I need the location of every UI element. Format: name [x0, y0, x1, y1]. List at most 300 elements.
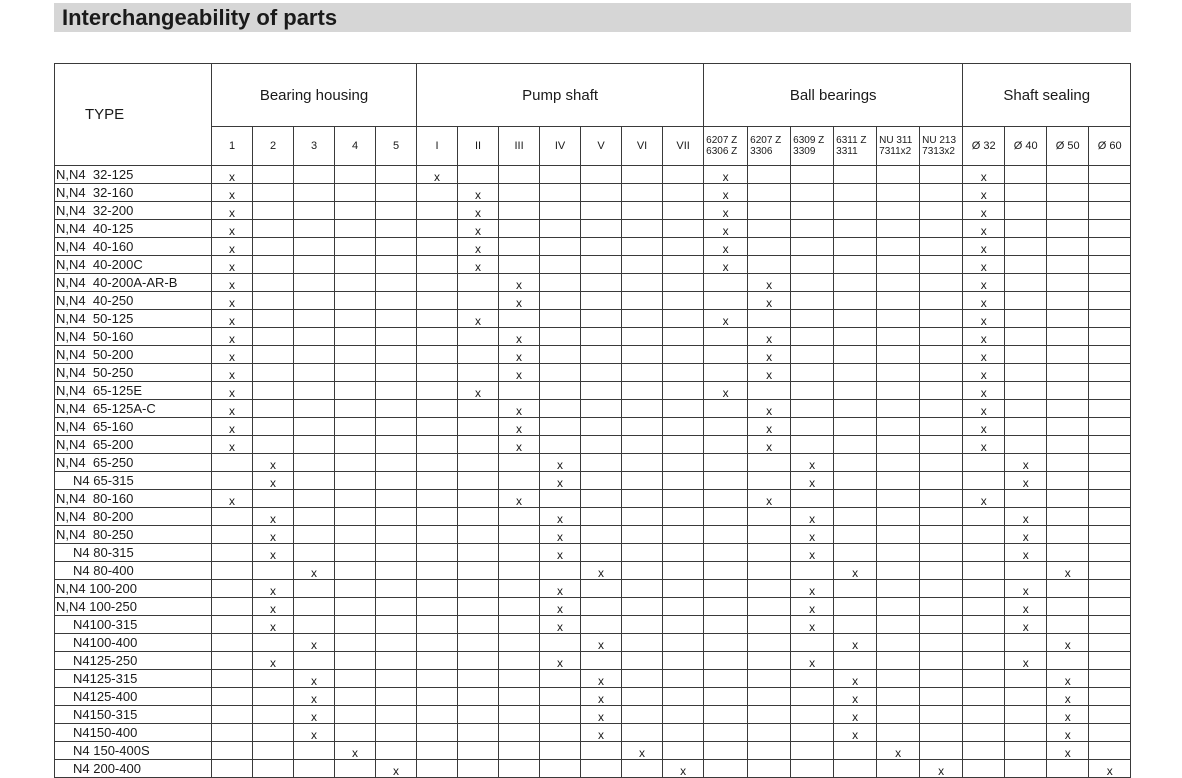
cell-bb	[877, 562, 920, 580]
cell-bb	[748, 184, 791, 202]
cell-bb	[704, 490, 748, 508]
cell-ps	[499, 580, 540, 598]
group-header-ps: Pump shaft	[417, 64, 704, 127]
cell-ps	[540, 724, 581, 742]
mark-bb: x	[791, 580, 834, 598]
cell-bb	[834, 436, 877, 454]
mark-bb: x	[791, 652, 834, 670]
cell-ss	[1005, 382, 1047, 400]
cell-bh	[376, 184, 417, 202]
cell-bb	[834, 742, 877, 760]
cell-ps	[499, 688, 540, 706]
cell-ss	[1005, 184, 1047, 202]
cell-ps	[622, 436, 663, 454]
mark-bb: x	[791, 598, 834, 616]
mark-ss: x	[963, 220, 1005, 238]
mark-bh: x	[212, 238, 253, 256]
cell-bh	[376, 292, 417, 310]
cell-ps	[458, 724, 499, 742]
cell-ps	[581, 616, 622, 634]
cell-ps	[540, 562, 581, 580]
title-bar	[54, 3, 1131, 32]
cell-bb	[877, 166, 920, 184]
cell-ps	[499, 382, 540, 400]
cell-ss	[1005, 400, 1047, 418]
mark-ps: x	[499, 328, 540, 346]
cell-ss	[963, 598, 1005, 616]
cell-bb	[791, 706, 834, 724]
cell-bb	[834, 580, 877, 598]
cell-bb	[748, 202, 791, 220]
mark-bb: x	[877, 742, 920, 760]
cell-bb	[920, 238, 963, 256]
cell-ps	[499, 598, 540, 616]
cell-bh	[212, 508, 253, 526]
cell-ps	[499, 310, 540, 328]
cell-ps	[417, 580, 458, 598]
subheader-bb-1: 6207 Z 6306 Z	[704, 127, 748, 166]
cell-ps	[663, 436, 704, 454]
cell-ps	[663, 508, 704, 526]
cell-ps	[417, 220, 458, 238]
cell-ps	[417, 742, 458, 760]
cell-bb	[877, 526, 920, 544]
cell-bb	[748, 724, 791, 742]
cell-ps	[540, 742, 581, 760]
subheader-ps-4: IV	[540, 127, 581, 166]
cell-bh	[294, 454, 335, 472]
cell-bb	[877, 706, 920, 724]
cell-bh	[376, 508, 417, 526]
mark-ps: x	[499, 346, 540, 364]
cell-bh	[376, 526, 417, 544]
cell-bb	[748, 670, 791, 688]
type-cell: N4 65-315	[55, 472, 212, 490]
mark-bh: x	[253, 526, 294, 544]
cell-bb	[791, 238, 834, 256]
cell-ss	[1089, 292, 1131, 310]
cell-bh	[212, 634, 253, 652]
cell-bb	[877, 292, 920, 310]
cell-bb	[748, 652, 791, 670]
mark-ps: x	[581, 706, 622, 724]
interchangeability-table	[54, 63, 1131, 778]
cell-ss	[1005, 688, 1047, 706]
mark-bb: x	[791, 526, 834, 544]
mark-bb: x	[748, 346, 791, 364]
type-cell: N,N4 32-200	[55, 202, 212, 220]
type-cell: N,N4 65-160	[55, 418, 212, 436]
subheader-bb-6: NU 213 7313x2	[920, 127, 963, 166]
cell-ss	[1089, 526, 1131, 544]
mark-ss: x	[1005, 616, 1047, 634]
mark-bb: x	[791, 616, 834, 634]
cell-ss	[963, 742, 1005, 760]
type-cell: N,N4 80-200	[55, 508, 212, 526]
cell-bb	[877, 220, 920, 238]
cell-ps	[417, 562, 458, 580]
type-cell: N,N4 80-160	[55, 490, 212, 508]
subheader-ss-2: Ø 40	[1005, 127, 1047, 166]
cell-bh	[335, 328, 376, 346]
cell-bb	[748, 220, 791, 238]
cell-ps	[417, 382, 458, 400]
cell-bb	[834, 652, 877, 670]
mark-bh: x	[212, 256, 253, 274]
table-row	[55, 274, 1131, 292]
cell-ss	[963, 472, 1005, 490]
mark-bb: x	[704, 238, 748, 256]
cell-ps	[622, 706, 663, 724]
cell-ps	[663, 310, 704, 328]
table-row	[55, 364, 1131, 382]
group-header-bb: Ball bearings	[704, 64, 963, 127]
mark-ss: x	[963, 346, 1005, 364]
cell-bb	[834, 490, 877, 508]
subheader-ps-6: VI	[622, 127, 663, 166]
cell-bb	[920, 184, 963, 202]
table-row	[55, 328, 1131, 346]
cell-bb	[920, 472, 963, 490]
cell-bb	[791, 400, 834, 418]
cell-ss	[1047, 616, 1089, 634]
mark-bb: x	[834, 670, 877, 688]
cell-ps	[663, 364, 704, 382]
cell-ss	[1047, 580, 1089, 598]
mark-ps: x	[540, 544, 581, 562]
cell-ss	[1047, 508, 1089, 526]
cell-bb	[877, 346, 920, 364]
cell-ps	[581, 274, 622, 292]
cell-ps	[581, 328, 622, 346]
cell-bh	[253, 670, 294, 688]
type-cell: N,N4 32-125	[55, 166, 212, 184]
cell-ps	[581, 436, 622, 454]
cell-ps	[622, 634, 663, 652]
cell-bh	[294, 184, 335, 202]
cell-ss	[1005, 742, 1047, 760]
cell-bh	[335, 346, 376, 364]
cell-ps	[458, 634, 499, 652]
cell-bb	[704, 616, 748, 634]
type-cell: N,N4 50-200	[55, 346, 212, 364]
cell-ps	[663, 202, 704, 220]
cell-bb	[920, 328, 963, 346]
cell-bb	[791, 220, 834, 238]
mark-ss: x	[1089, 760, 1131, 778]
cell-ps	[417, 256, 458, 274]
cell-bh	[335, 256, 376, 274]
cell-ps	[417, 598, 458, 616]
cell-ps	[540, 202, 581, 220]
cell-bb	[748, 238, 791, 256]
mark-bh: x	[253, 472, 294, 490]
table-row	[55, 292, 1131, 310]
cell-bb	[920, 616, 963, 634]
cell-bb	[704, 652, 748, 670]
cell-bb	[704, 400, 748, 418]
type-cell: N,N4 40-200C	[55, 256, 212, 274]
cell-bh	[335, 562, 376, 580]
table-row	[55, 580, 1131, 598]
cell-bh	[335, 724, 376, 742]
cell-ss	[1047, 652, 1089, 670]
cell-bb	[704, 526, 748, 544]
cell-ps	[458, 400, 499, 418]
table-row	[55, 526, 1131, 544]
cell-ss	[1089, 202, 1131, 220]
cell-ps	[663, 418, 704, 436]
cell-bb	[791, 436, 834, 454]
cell-bb	[920, 598, 963, 616]
cell-ps	[540, 184, 581, 202]
cell-ps	[417, 364, 458, 382]
cell-ss	[1005, 634, 1047, 652]
cell-ps	[417, 544, 458, 562]
cell-ss	[1005, 724, 1047, 742]
mark-bh: x	[253, 580, 294, 598]
cell-bb	[834, 238, 877, 256]
cell-ss	[1047, 472, 1089, 490]
cell-bh	[212, 598, 253, 616]
subheader-bb-4: 6311 Z 3311	[834, 127, 877, 166]
cell-ps	[540, 490, 581, 508]
cell-bh	[253, 688, 294, 706]
cell-bb	[920, 706, 963, 724]
cell-ps	[417, 310, 458, 328]
mark-ss: x	[963, 292, 1005, 310]
cell-bh	[212, 688, 253, 706]
cell-ps	[622, 562, 663, 580]
cell-ps	[581, 418, 622, 436]
mark-ss: x	[963, 238, 1005, 256]
cell-bh	[294, 544, 335, 562]
cell-bb	[704, 670, 748, 688]
mark-bh: x	[253, 598, 294, 616]
cell-bh	[335, 490, 376, 508]
cell-ps	[622, 616, 663, 634]
cell-bb	[920, 634, 963, 652]
cell-bb	[791, 490, 834, 508]
cell-ps	[663, 670, 704, 688]
table-row	[55, 472, 1131, 490]
cell-bb	[704, 544, 748, 562]
cell-ps	[622, 364, 663, 382]
cell-ps	[581, 526, 622, 544]
cell-ps	[581, 652, 622, 670]
cell-ps	[499, 508, 540, 526]
mark-ps: x	[540, 580, 581, 598]
cell-bh	[335, 382, 376, 400]
type-cell: N,N4 40-200A-AR-B	[55, 274, 212, 292]
table-row	[55, 202, 1131, 220]
cell-bh	[376, 580, 417, 598]
cell-bb	[834, 166, 877, 184]
cell-ps	[417, 400, 458, 418]
cell-ps	[540, 292, 581, 310]
cell-bh	[376, 634, 417, 652]
cell-bh	[335, 508, 376, 526]
cell-bb	[748, 742, 791, 760]
subheader-ss-3: Ø 50	[1047, 127, 1089, 166]
cell-ps	[663, 544, 704, 562]
mark-ps: x	[540, 454, 581, 472]
cell-bh	[335, 166, 376, 184]
mark-bb: x	[834, 562, 877, 580]
subheader-ps-5: V	[581, 127, 622, 166]
cell-ps	[663, 454, 704, 472]
cell-bb	[920, 742, 963, 760]
mark-ps: x	[581, 688, 622, 706]
subheader-bh-3: 3	[294, 127, 335, 166]
cell-bb	[791, 670, 834, 688]
table-row	[55, 454, 1131, 472]
cell-ps	[540, 688, 581, 706]
cell-bb	[791, 184, 834, 202]
cell-bb	[877, 490, 920, 508]
cell-ps	[622, 472, 663, 490]
cell-bb	[920, 292, 963, 310]
cell-bh	[294, 364, 335, 382]
cell-ps	[458, 508, 499, 526]
type-cell: N,N4 80-250	[55, 526, 212, 544]
cell-ps	[417, 472, 458, 490]
cell-bh	[376, 382, 417, 400]
mark-bh: x	[212, 400, 253, 418]
table-row	[55, 490, 1131, 508]
cell-ss	[1089, 472, 1131, 490]
cell-bb	[791, 418, 834, 436]
subheader-ps-2: II	[458, 127, 499, 166]
mark-bh: x	[212, 202, 253, 220]
mark-bh: x	[294, 724, 335, 742]
cell-bb	[791, 256, 834, 274]
cell-bh	[294, 508, 335, 526]
cell-bb	[920, 220, 963, 238]
cell-ss	[1005, 238, 1047, 256]
cell-ss	[1089, 328, 1131, 346]
cell-ss	[963, 724, 1005, 742]
type-cell: N4 80-400	[55, 562, 212, 580]
cell-ss	[963, 706, 1005, 724]
cell-ps	[663, 580, 704, 598]
cell-ss	[1047, 436, 1089, 454]
cell-ss	[1047, 454, 1089, 472]
cell-bh	[376, 562, 417, 580]
cell-bh	[376, 652, 417, 670]
cell-bh	[335, 274, 376, 292]
cell-bb	[834, 544, 877, 562]
cell-ss	[1089, 508, 1131, 526]
cell-ps	[458, 562, 499, 580]
cell-ps	[417, 526, 458, 544]
mark-ss: x	[1005, 544, 1047, 562]
cell-ss	[1047, 256, 1089, 274]
cell-bb	[748, 454, 791, 472]
cell-bb	[748, 526, 791, 544]
cell-bb	[920, 490, 963, 508]
mark-ps: x	[581, 724, 622, 742]
group-header-bh: Bearing housing	[212, 64, 417, 127]
cell-ps	[663, 598, 704, 616]
mark-bb: x	[704, 310, 748, 328]
mark-ss: x	[1047, 706, 1089, 724]
cell-ss	[1089, 562, 1131, 580]
cell-bh	[376, 490, 417, 508]
cell-bb	[704, 706, 748, 724]
cell-bb	[748, 382, 791, 400]
cell-ps	[499, 706, 540, 724]
cell-bh	[294, 742, 335, 760]
cell-bb	[877, 238, 920, 256]
mark-ss: x	[963, 274, 1005, 292]
type-cell: N,N4 40-250	[55, 292, 212, 310]
cell-ps	[581, 508, 622, 526]
cell-ps	[417, 706, 458, 724]
cell-bb	[877, 436, 920, 454]
cell-bh	[294, 490, 335, 508]
cell-bb	[748, 598, 791, 616]
cell-ps	[540, 274, 581, 292]
cell-ss	[1089, 742, 1131, 760]
cell-bb	[834, 220, 877, 238]
cell-ps	[622, 724, 663, 742]
group-header-row	[55, 64, 1131, 127]
mark-ss: x	[963, 418, 1005, 436]
mark-ss: x	[963, 256, 1005, 274]
cell-bh	[294, 436, 335, 454]
mark-ps: x	[499, 400, 540, 418]
cell-ps	[499, 544, 540, 562]
cell-ps	[417, 436, 458, 454]
mark-bb: x	[834, 634, 877, 652]
cell-bh	[335, 436, 376, 454]
cell-ps	[458, 670, 499, 688]
mark-ss: x	[963, 400, 1005, 418]
cell-ps	[581, 382, 622, 400]
mark-bb: x	[704, 220, 748, 238]
cell-ps	[499, 256, 540, 274]
cell-ss	[1047, 346, 1089, 364]
cell-ss	[1047, 382, 1089, 400]
cell-bh	[212, 544, 253, 562]
cell-ss	[1005, 328, 1047, 346]
cell-bh	[253, 202, 294, 220]
cell-ss	[1047, 544, 1089, 562]
cell-bb	[834, 202, 877, 220]
cell-bh	[212, 670, 253, 688]
cell-bb	[877, 724, 920, 742]
cell-bh	[335, 202, 376, 220]
cell-bb	[834, 346, 877, 364]
cell-ps	[622, 328, 663, 346]
cell-ps	[417, 616, 458, 634]
mark-bb: x	[704, 184, 748, 202]
cell-ps	[663, 256, 704, 274]
cell-bh	[253, 706, 294, 724]
cell-bb	[920, 454, 963, 472]
cell-ps	[458, 292, 499, 310]
cell-ps	[540, 310, 581, 328]
mark-ss: x	[1005, 472, 1047, 490]
table-row	[55, 382, 1131, 400]
mark-ps: x	[540, 616, 581, 634]
cell-ps	[581, 580, 622, 598]
table-row	[55, 742, 1131, 760]
cell-ss	[1089, 490, 1131, 508]
mark-bb: x	[704, 382, 748, 400]
cell-ps	[417, 652, 458, 670]
